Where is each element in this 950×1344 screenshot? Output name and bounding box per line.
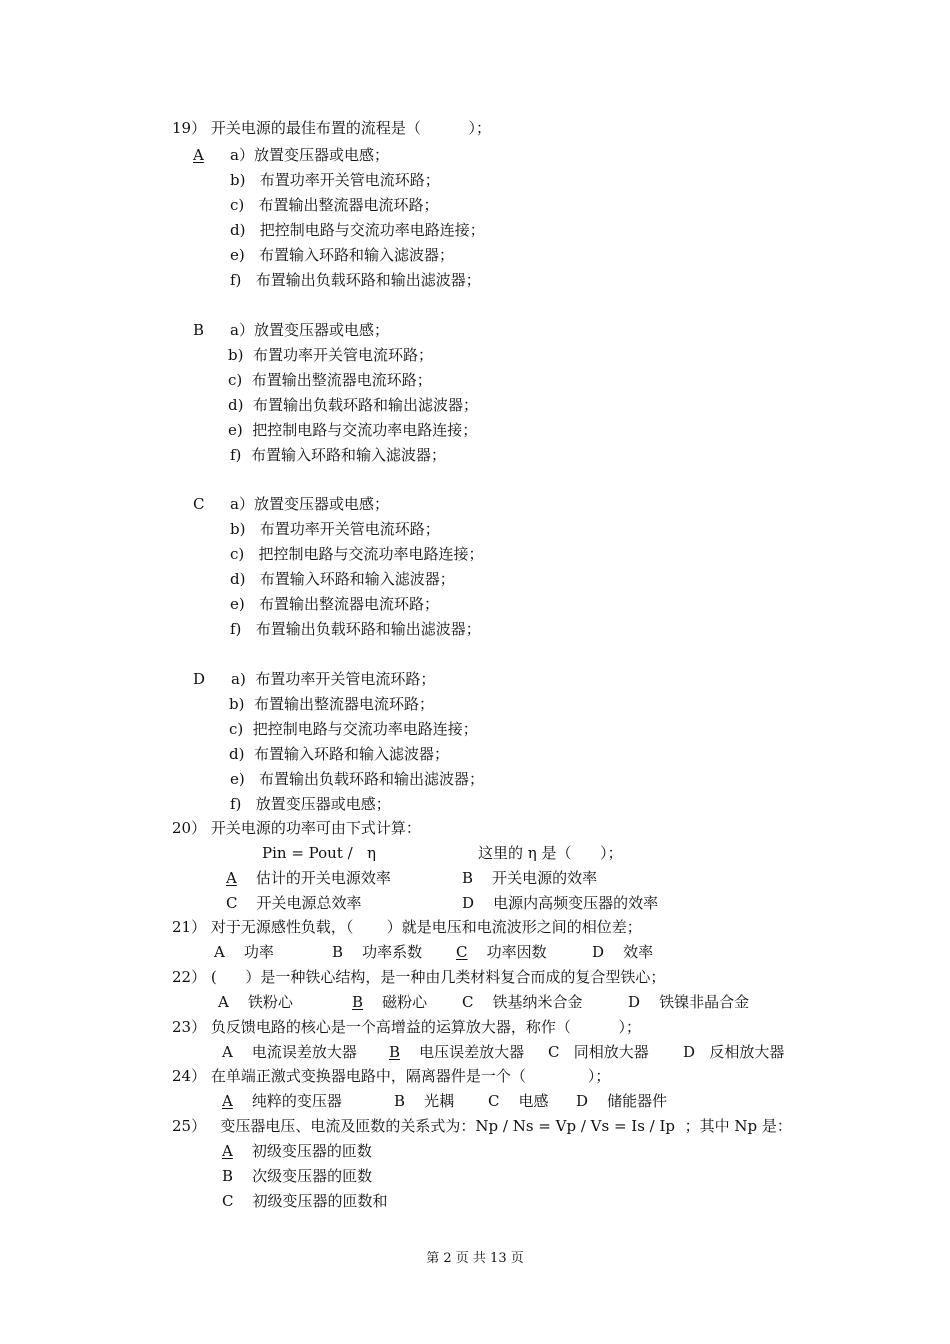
question-19-stem: 19） 开关电源的最佳布置的流程是（ ）；	[172, 119, 492, 137]
option-c-item: a）放置变压器或电感；	[230, 495, 389, 513]
option-text: 磁粉心	[382, 993, 428, 1011]
question-22-option-b	[352, 992, 427, 1012]
question-20-note: 这里的 η 是（ ）；	[478, 844, 623, 862]
option-text: 电压误差放大器	[419, 1043, 525, 1061]
question-22-stem: 22） ( ）是一种铁心结构，是一种由几类材料复合而成的复合型铁心；	[172, 968, 666, 986]
option-d-item: f) 放置变压器或电感；	[230, 795, 391, 813]
option-d-item: c) 把控制电路与交流功率电路连接；	[229, 720, 478, 738]
correct-answer-letter: C	[456, 943, 468, 961]
question-23-option-b	[389, 1042, 524, 1062]
question-21-option-a: A 功率	[214, 943, 274, 961]
question-23-option-a: A 电流误差放大器	[222, 1043, 357, 1061]
question-24-option-a	[222, 1091, 342, 1111]
option-c-item: e) 布置输出整流器电流环路；	[230, 595, 440, 613]
question-20-option-b: B 开关电源的效率	[462, 869, 598, 887]
question-20-option-d: D 电源内高频变压器的效率	[462, 894, 659, 912]
question-22-option-d: D 铁镍非晶合金	[628, 993, 750, 1011]
question-20-option-c: C 开关电源总效率	[226, 894, 362, 912]
correct-answer-letter: A	[222, 1142, 233, 1160]
option-b-item: d) 布置输出负载环路和输出滤波器；	[228, 396, 478, 414]
question-24-option-b: B 光耦	[394, 1092, 455, 1110]
question-24-option-c: C 电感	[488, 1092, 549, 1110]
question-23-option-d: D 反相放大器	[683, 1043, 785, 1061]
question-20-option-a	[226, 868, 391, 888]
question-23-option-c: C 同相放大器	[548, 1043, 649, 1061]
option-c-item: b) 布置功率开关管电流环路；	[230, 520, 440, 538]
option-a-item: c) 布置输出整流器电流环路；	[230, 196, 439, 214]
option-b-label: B	[193, 321, 205, 339]
option-c-item: c) 把控制电路与交流功率电路连接；	[230, 545, 484, 563]
option-text: 初级变压器的匝数	[251, 1142, 372, 1160]
question-25-stem: 25） 变压器电压、电流及匝数的关系式为：Np / Ns = Vp / Vs = Is / Ip ；其中 Np 是：	[172, 1117, 792, 1135]
option-text: 纯粹的变压器	[251, 1092, 342, 1110]
option-a-item: a）放置变压器或电感；	[230, 146, 389, 164]
option-text: 估计的开关电源效率	[255, 869, 391, 887]
question-22-option-a: A 铁粉心	[218, 993, 293, 1011]
question-24-stem: 24） 在单端正激式变换器电路中，隔离器件是一个（ ）；	[172, 1067, 611, 1085]
option-a-item: b) 布置功率开关管电流环路；	[230, 171, 440, 189]
option-c-item: f) 布置输出负载环路和输出滤波器；	[230, 620, 481, 638]
option-a-item: f) 布置输出负载环路和输出滤波器；	[230, 271, 481, 289]
option-a-item: e) 布置输入环路和输入滤波器；	[230, 246, 455, 264]
question-24-option-d: D 储能器件	[576, 1092, 668, 1110]
question-21-option-c	[456, 942, 547, 962]
correct-answer-letter: A	[226, 869, 237, 887]
formula: Pin = Pout / η	[262, 844, 376, 862]
page-footer: 第 2 页 共 13 页	[426, 1251, 524, 1266]
option-d-label: D	[193, 670, 206, 688]
option-a-label: A	[193, 146, 204, 164]
question-25-option-b: B 次级变压器的匝数	[222, 1167, 373, 1185]
question-22-option-c: C 铁基纳米合金	[462, 993, 583, 1011]
question-23-stem: 23） 负反馈电路的核心是一个高增益的运算放大器，称作（ ）；	[172, 1018, 642, 1036]
question-21-stem: 21） 对于无源感性负载，（ ）就是电压和电流波形之间的相位差；	[172, 918, 642, 936]
option-d-item: e) 布置输出负载环路和输出滤波器；	[230, 770, 485, 788]
question-21-option-d: D 效率	[592, 943, 654, 961]
question-25-option-a	[222, 1141, 372, 1161]
option-b-item: b) 布置功率开关管电流环路；	[228, 346, 433, 364]
option-d-item: d) 布置输入环路和输入滤波器；	[229, 745, 449, 763]
correct-answer-letter: B	[389, 1043, 401, 1061]
option-d-item: b) 布置输出整流器电流环路；	[229, 695, 434, 713]
correct-answer-letter: B	[352, 993, 364, 1011]
option-c-label: C	[193, 495, 205, 513]
question-20-stem: 20） 开关电源的功率可由下式计算：	[172, 819, 421, 837]
option-b-item: a）放置变压器或电感；	[230, 321, 389, 339]
option-b-item: f) 布置输入环路和输入滤波器；	[230, 446, 446, 464]
option-b-item: c) 布置输出整流器电流环路；	[228, 371, 432, 389]
option-b-item: e) 把控制电路与交流功率电路连接；	[228, 421, 478, 439]
option-text: 功率因数	[486, 943, 547, 961]
option-c-item: d) 布置输入环路和输入滤波器；	[230, 570, 455, 588]
question-25-option-c: C 初级变压器的匝数和	[222, 1192, 388, 1210]
option-a-item: d) 把控制电路与交流功率电路连接；	[230, 221, 485, 239]
correct-answer-letter: A	[222, 1092, 233, 1110]
option-d-item: a) 布置功率开关管电流环路；	[231, 670, 436, 688]
question-21-option-b: B 功率系数	[332, 943, 423, 961]
